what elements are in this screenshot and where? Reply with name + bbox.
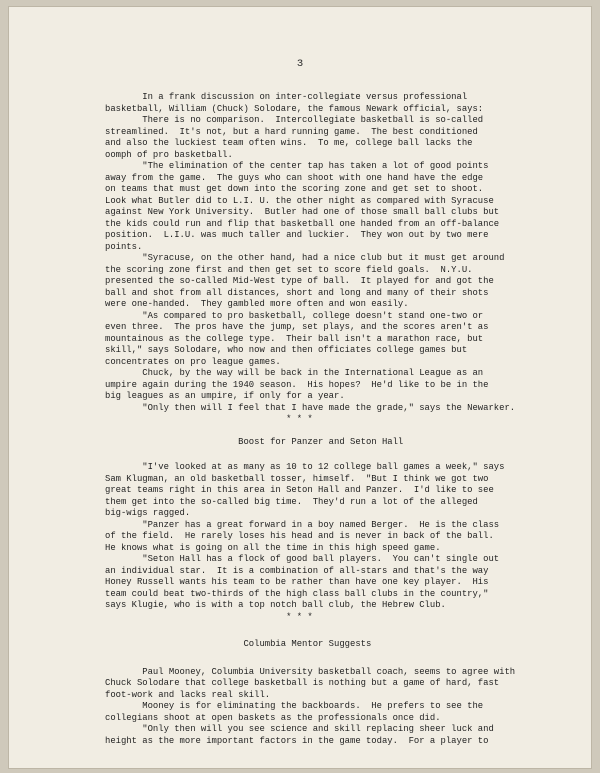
page-body	[105, 92, 550, 747]
section-intro	[105, 92, 550, 426]
text-line: Columbia Mentor Suggests	[105, 639, 372, 649]
text-line: Boost for Panzer and Seton Hall	[105, 436, 404, 447]
section-mooney	[105, 667, 550, 748]
text-line: against New York University. Butler had one of those small ball clubs but	[105, 207, 500, 217]
text-line: big leagues as an umpire, if only for a year.	[105, 391, 345, 401]
heading-columbia-mentor	[105, 639, 550, 651]
text-line: basketball, William (Chuck) Solodare, the famous Newark official, says:	[105, 103, 484, 114]
text-line: oomph of pro basketball.	[105, 149, 233, 160]
text-line: Chuck Solodare that college basketball is nothing but a game of hard, fast	[105, 678, 500, 688]
text-line: "As compared to pro basketball, college doesn't stand one-two or	[105, 310, 484, 321]
text-line: umpire again during the 1940 season. His hopes? He'd like to be in the	[105, 379, 489, 390]
text-line: position. L.I.U. was much taller and luckier. They won out by two mere	[105, 230, 489, 240]
text-line: says Klugie, who is with a top notch ball club, the Hebrew Club.	[105, 600, 446, 610]
text-line: presented the so-called Mid-West type of ball. It played for and got the	[105, 276, 494, 286]
text-line: Look what Butler did to L.I. U. the other night as compared with Syracuse	[105, 195, 494, 206]
text-line: an individual star. It is a combination of all-stars and that's the way	[105, 565, 489, 576]
text-line: Honey Russell wants his team to be rather than have one key player. His	[105, 577, 489, 587]
text-line: In a frank discussion on inter-collegiate versus professional	[105, 92, 468, 102]
text-line: the kids could run and flip that basketball one handed from an off-balance	[105, 218, 500, 229]
text-line: "Only then will you see science and skill replacing sheer luck and	[105, 724, 494, 734]
text-line: mountainous as the college type. Their ball isn't a marathon race, but	[105, 333, 484, 344]
text-line: skill," says Solodare, who now and then officiates college games but	[105, 345, 468, 355]
page-number: 3	[296, 58, 304, 70]
text-line: even three. The pros have the jump, set plays, and the scores aren't as	[105, 322, 489, 332]
heading-boost-panzer-seton-hall	[105, 437, 550, 449]
text-line: them get into the so-called big time. They'd run a lot of the alleged	[105, 496, 478, 507]
text-line: height as the more important factors in the game today. For a player to	[105, 735, 489, 746]
text-line: big-wigs ragged.	[105, 508, 191, 518]
text-line: Chuck, by the way will be back in the International League as an	[105, 368, 484, 378]
section-klugman	[105, 462, 550, 623]
text-line: "Syracuse, on the other hand, had a nice club but it must get around	[105, 253, 505, 263]
text-line: great teams right in this area in Seton Hall and Panzer. I'd like to see	[105, 485, 494, 495]
text-line: points.	[105, 241, 143, 252]
text-line: were one-handed. They gambled more often and won easily.	[105, 299, 409, 309]
text-line: Mooney is for eliminating the backboards. He prefers to see the	[105, 701, 484, 711]
text-line: and also the luckiest team often wins. To me, college ball lacks the	[105, 138, 473, 148]
text-line: away from the game. The guys who can shoot with one hand have the edge	[105, 172, 484, 183]
text-line: of the field. He rarely loses his head and is never in back of the ball.	[105, 531, 494, 541]
text-line: He knows what is going on all the time in this high speed game.	[105, 542, 441, 553]
text-line: "Panzer has a great forward in a boy named Berger. He is the class	[105, 519, 500, 530]
text-line: "The elimination of the center tap has taken a lot of good points	[105, 161, 489, 171]
text-line: collegians shoot at open baskets as the professionals once did.	[105, 712, 441, 723]
text-line: "Only then will I feel that I have made the grade," says the Newarker.	[105, 402, 516, 413]
text-line: the scoring zone first and then get set to score field goals. N.Y.U.	[105, 264, 473, 275]
text-line: team could beat two-thirds of the high class ball clubs in the country,"	[105, 588, 489, 599]
text-line: on teams that must get down into the scoring zone and get set to shoot.	[105, 184, 484, 194]
typewritten-page	[8, 6, 592, 769]
text-line: "Seton Hall has a flock of good ball players. You can't single out	[105, 554, 500, 564]
text-line: streamlined. It's not, but a hard running game. The best conditioned	[105, 126, 478, 137]
text-line: ball and shot from all distances, short and long and many of their shots	[105, 287, 489, 298]
text-line: Sam Klugman, an old basketball tosser, himself. "But I think we got two	[105, 473, 489, 484]
text-line: foot-work and lacks real skill.	[105, 689, 271, 700]
text-line: "I've looked at as many as 10 to 12 college ball games a week," says	[105, 462, 505, 472]
text-line: Paul Mooney, Columbia University basketball coach, seems to agree with	[105, 666, 516, 677]
text-line: * * *	[105, 414, 313, 424]
text-line: * * *	[105, 611, 313, 622]
text-line: There is no comparison. Intercollegiate basketball is so-called	[105, 115, 484, 125]
text-line: concentrates on pro league games.	[105, 356, 281, 367]
